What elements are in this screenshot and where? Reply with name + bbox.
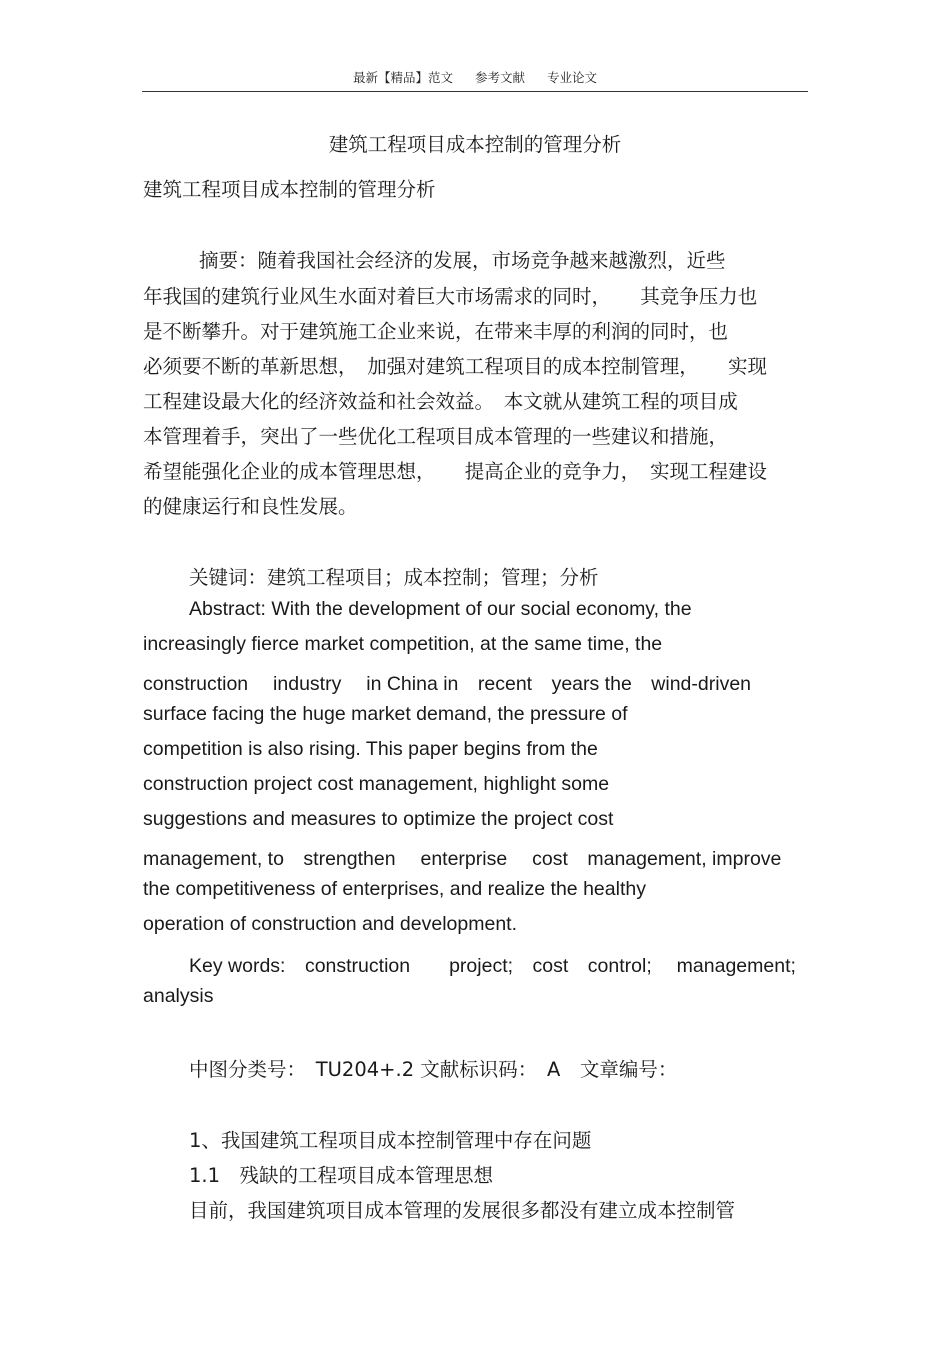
document-title: 建筑工程项目成本控制的管理分析 bbox=[328, 133, 622, 156]
header-item: 参考文献 bbox=[474, 70, 525, 85]
abstract-cn-line: 本管理着手，突出了一些优化工程项目成本管理的一些建议和措施， bbox=[143, 425, 729, 448]
abstract-cn-line: 工程建设最大化的经济效益和社会效益。 本文就从建筑工程的项目成 bbox=[143, 390, 738, 413]
keywords-en-line: analysis bbox=[143, 985, 214, 1007]
abstract-en-line: construction industry in China in recent years the wind-driven bbox=[143, 673, 752, 695]
body-paragraph-line: 目前，我国建筑项目成本管理的发展很多都没有建立成本控制管 bbox=[189, 1199, 736, 1222]
abstract-cn-line: 摘要：随着我国社会经济的发展，市场竞争越来越激烈，近些 bbox=[199, 249, 726, 272]
abstract-cn-line: 的健康运行和良性发展。 bbox=[143, 495, 358, 518]
abstract-en-line: construction project cost management, highlight some bbox=[143, 773, 610, 795]
abstract-cn-line: 必须要不断的革新思想， 加强对建筑工程项目的成本控制管理， 实现 bbox=[143, 355, 768, 378]
abstract-en-line: management, to strengthen enterprise cost management, improve bbox=[143, 848, 782, 870]
header-item: 专业论文 bbox=[546, 70, 597, 85]
abstract-cn-line: 希望能强化企业的成本管理思想， 提高企业的竞争力， 实现工程建设 bbox=[143, 460, 768, 483]
abstract-cn-line: 年我国的建筑行业风生水面对着巨大市场需求的同时， 其竞争压力也 bbox=[143, 285, 758, 308]
abstract-cn-line: 是不断攀升。对于建筑施工企业来说，在带来丰厚的利润的同时，也 bbox=[143, 320, 729, 343]
keywords-en-line: Key words: construction project; cost control; management; bbox=[189, 955, 796, 977]
abstract-en-line: operation of construction and development. bbox=[143, 913, 517, 935]
document-subtitle: 建筑工程项目成本控制的管理分析 bbox=[143, 178, 436, 201]
abstract-en-line: competition is also rising. This paper begins from the bbox=[143, 738, 598, 760]
section-heading: 1、我国建筑工程项目成本控制管理中存在问题 bbox=[189, 1129, 592, 1152]
header-divider bbox=[142, 91, 808, 92]
classification-info: 中图分类号： TU204+.2 文献标识码： A 文章编号： bbox=[189, 1058, 678, 1081]
header-item: 最新【精品】范文 bbox=[352, 70, 453, 85]
subsection-heading: 1.1 残缺的工程项目成本管理思想 bbox=[189, 1164, 494, 1187]
keywords-cn: 关键词：建筑工程项目；成本控制；管理；分析 bbox=[189, 566, 599, 589]
abstract-en-line: the competitiveness of enterprises, and realize the healthy bbox=[143, 878, 646, 900]
running-header bbox=[142, 68, 808, 86]
abstract-en-line: suggestions and measures to optimize the project cost bbox=[143, 808, 614, 830]
abstract-en-line: surface facing the huge market demand, the pressure of bbox=[143, 703, 628, 725]
abstract-en-line: increasingly fierce market competition, at the same time, the bbox=[143, 633, 663, 655]
abstract-en-line: Abstract: With the development of our social economy, the bbox=[189, 598, 692, 620]
